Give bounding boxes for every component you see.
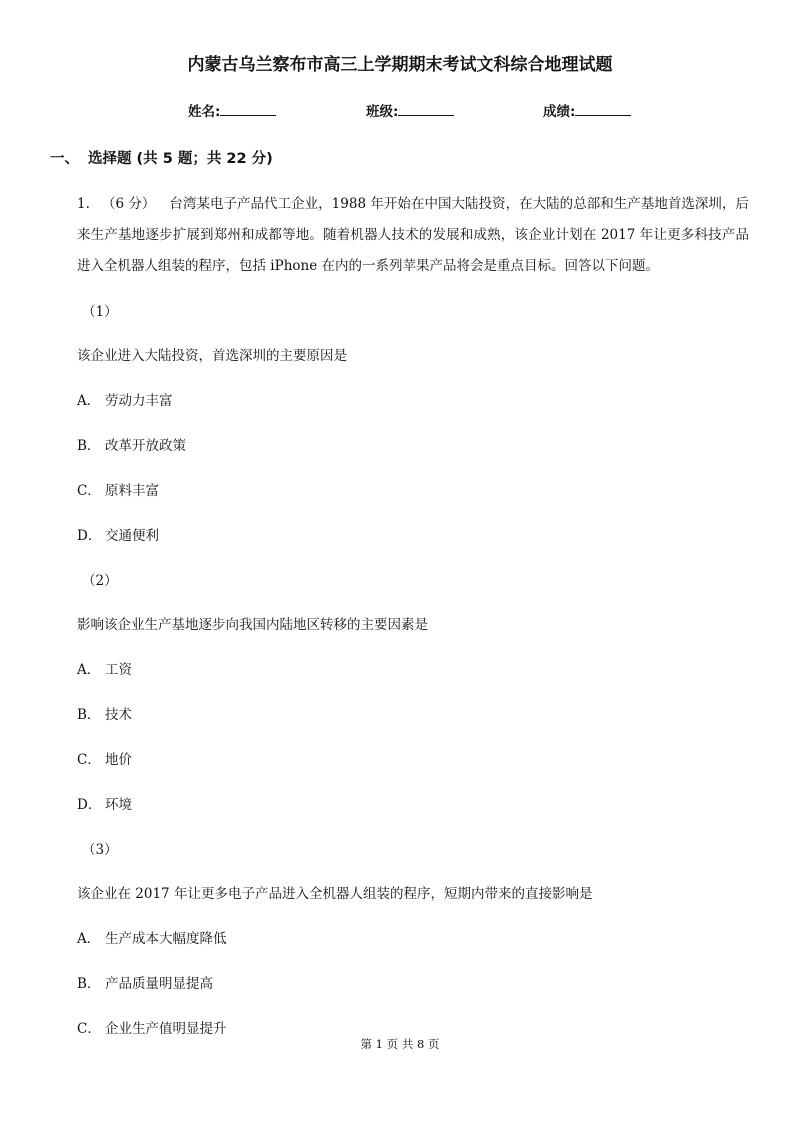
subquestion-stem: 该企业进入大陆投资，首选深圳的主要原因是 bbox=[77, 348, 347, 364]
option-text: 企业生产值明显提升 bbox=[105, 1021, 227, 1037]
option-letter: C． bbox=[77, 1021, 101, 1037]
option-text: 改革开放政策 bbox=[105, 438, 186, 454]
score-field bbox=[543, 100, 631, 120]
class-label: 班级: bbox=[366, 104, 399, 120]
option-item bbox=[77, 703, 132, 723]
class-blank bbox=[398, 103, 454, 116]
score-label: 成绩: bbox=[543, 104, 576, 120]
option-text: 产品质量明显提高 bbox=[105, 976, 213, 992]
option-item bbox=[77, 927, 227, 947]
page-footer: 第 1 页 共 8 页 bbox=[360, 1037, 440, 1051]
option-letter: C． bbox=[77, 752, 101, 768]
name-blank bbox=[220, 103, 276, 116]
option-text: 环境 bbox=[105, 797, 132, 813]
option-item bbox=[77, 748, 132, 768]
option-letter: B． bbox=[77, 438, 101, 454]
option-letter: A． bbox=[77, 931, 101, 947]
option-letter: C． bbox=[77, 483, 101, 499]
subquestion-label: （3） bbox=[82, 842, 118, 858]
option-letter: D． bbox=[77, 797, 102, 813]
option-item bbox=[77, 524, 159, 544]
option-letter: A． bbox=[77, 393, 101, 409]
question-stem bbox=[77, 189, 749, 282]
option-letter: B． bbox=[77, 707, 101, 723]
question-number: 1. bbox=[77, 196, 90, 212]
option-text: 劳动力丰富 bbox=[105, 393, 173, 409]
option-item bbox=[77, 479, 159, 499]
section-title: 选择题 (共 5 题；共 22 分) bbox=[88, 151, 273, 167]
option-text: 地价 bbox=[105, 752, 132, 768]
option-letter: D． bbox=[77, 528, 102, 544]
subquestion-label: （2） bbox=[82, 573, 118, 589]
document-title: 内蒙古乌兰察布市高三上学期期末考试文科综合地理试题 bbox=[187, 55, 613, 75]
option-item bbox=[77, 389, 173, 409]
subquestion-stem: 该企业在 2017 年让更多电子产品进入全机器人组装的程序，短期内带来的直接影响是 bbox=[77, 886, 593, 902]
name-field bbox=[188, 100, 276, 120]
option-text: 技术 bbox=[105, 707, 132, 723]
option-text: 原料丰富 bbox=[105, 483, 159, 499]
option-text: 交通便利 bbox=[105, 528, 159, 544]
option-text: 工资 bbox=[105, 662, 132, 678]
section-heading bbox=[50, 147, 273, 168]
question-text: 台湾某电子产品代工企业，1988 年开始在中国大陆投资，在大陆的总部和生产基地首选深圳，后来生产基地逐步扩展到郑州和成都等地。随着机器人技术的发展和成熟，该企业计划在 2017 年让更多科技产品进入全机器人组装的程序，包括 iPhone 在内的一系列苹果产品将会是重点目标。回答以下问题。 bbox=[77, 196, 749, 274]
option-item bbox=[77, 793, 132, 813]
option-letter: A． bbox=[77, 662, 101, 678]
option-item bbox=[77, 1017, 227, 1037]
option-text: 生产成本大幅度降低 bbox=[105, 931, 227, 947]
section-number: 一、 bbox=[50, 151, 79, 167]
subquestion-stem: 影响该企业生产基地逐步向我国内陆地区转移的主要因素是 bbox=[77, 617, 428, 633]
option-item bbox=[77, 658, 132, 678]
option-letter: B． bbox=[77, 976, 101, 992]
name-label: 姓名: bbox=[188, 104, 221, 120]
option-item bbox=[77, 972, 213, 992]
option-item bbox=[77, 434, 186, 454]
score-blank bbox=[575, 103, 631, 116]
class-field bbox=[366, 100, 454, 120]
question-score: （6 分） bbox=[101, 196, 156, 212]
subquestion-label: （1） bbox=[82, 304, 118, 320]
